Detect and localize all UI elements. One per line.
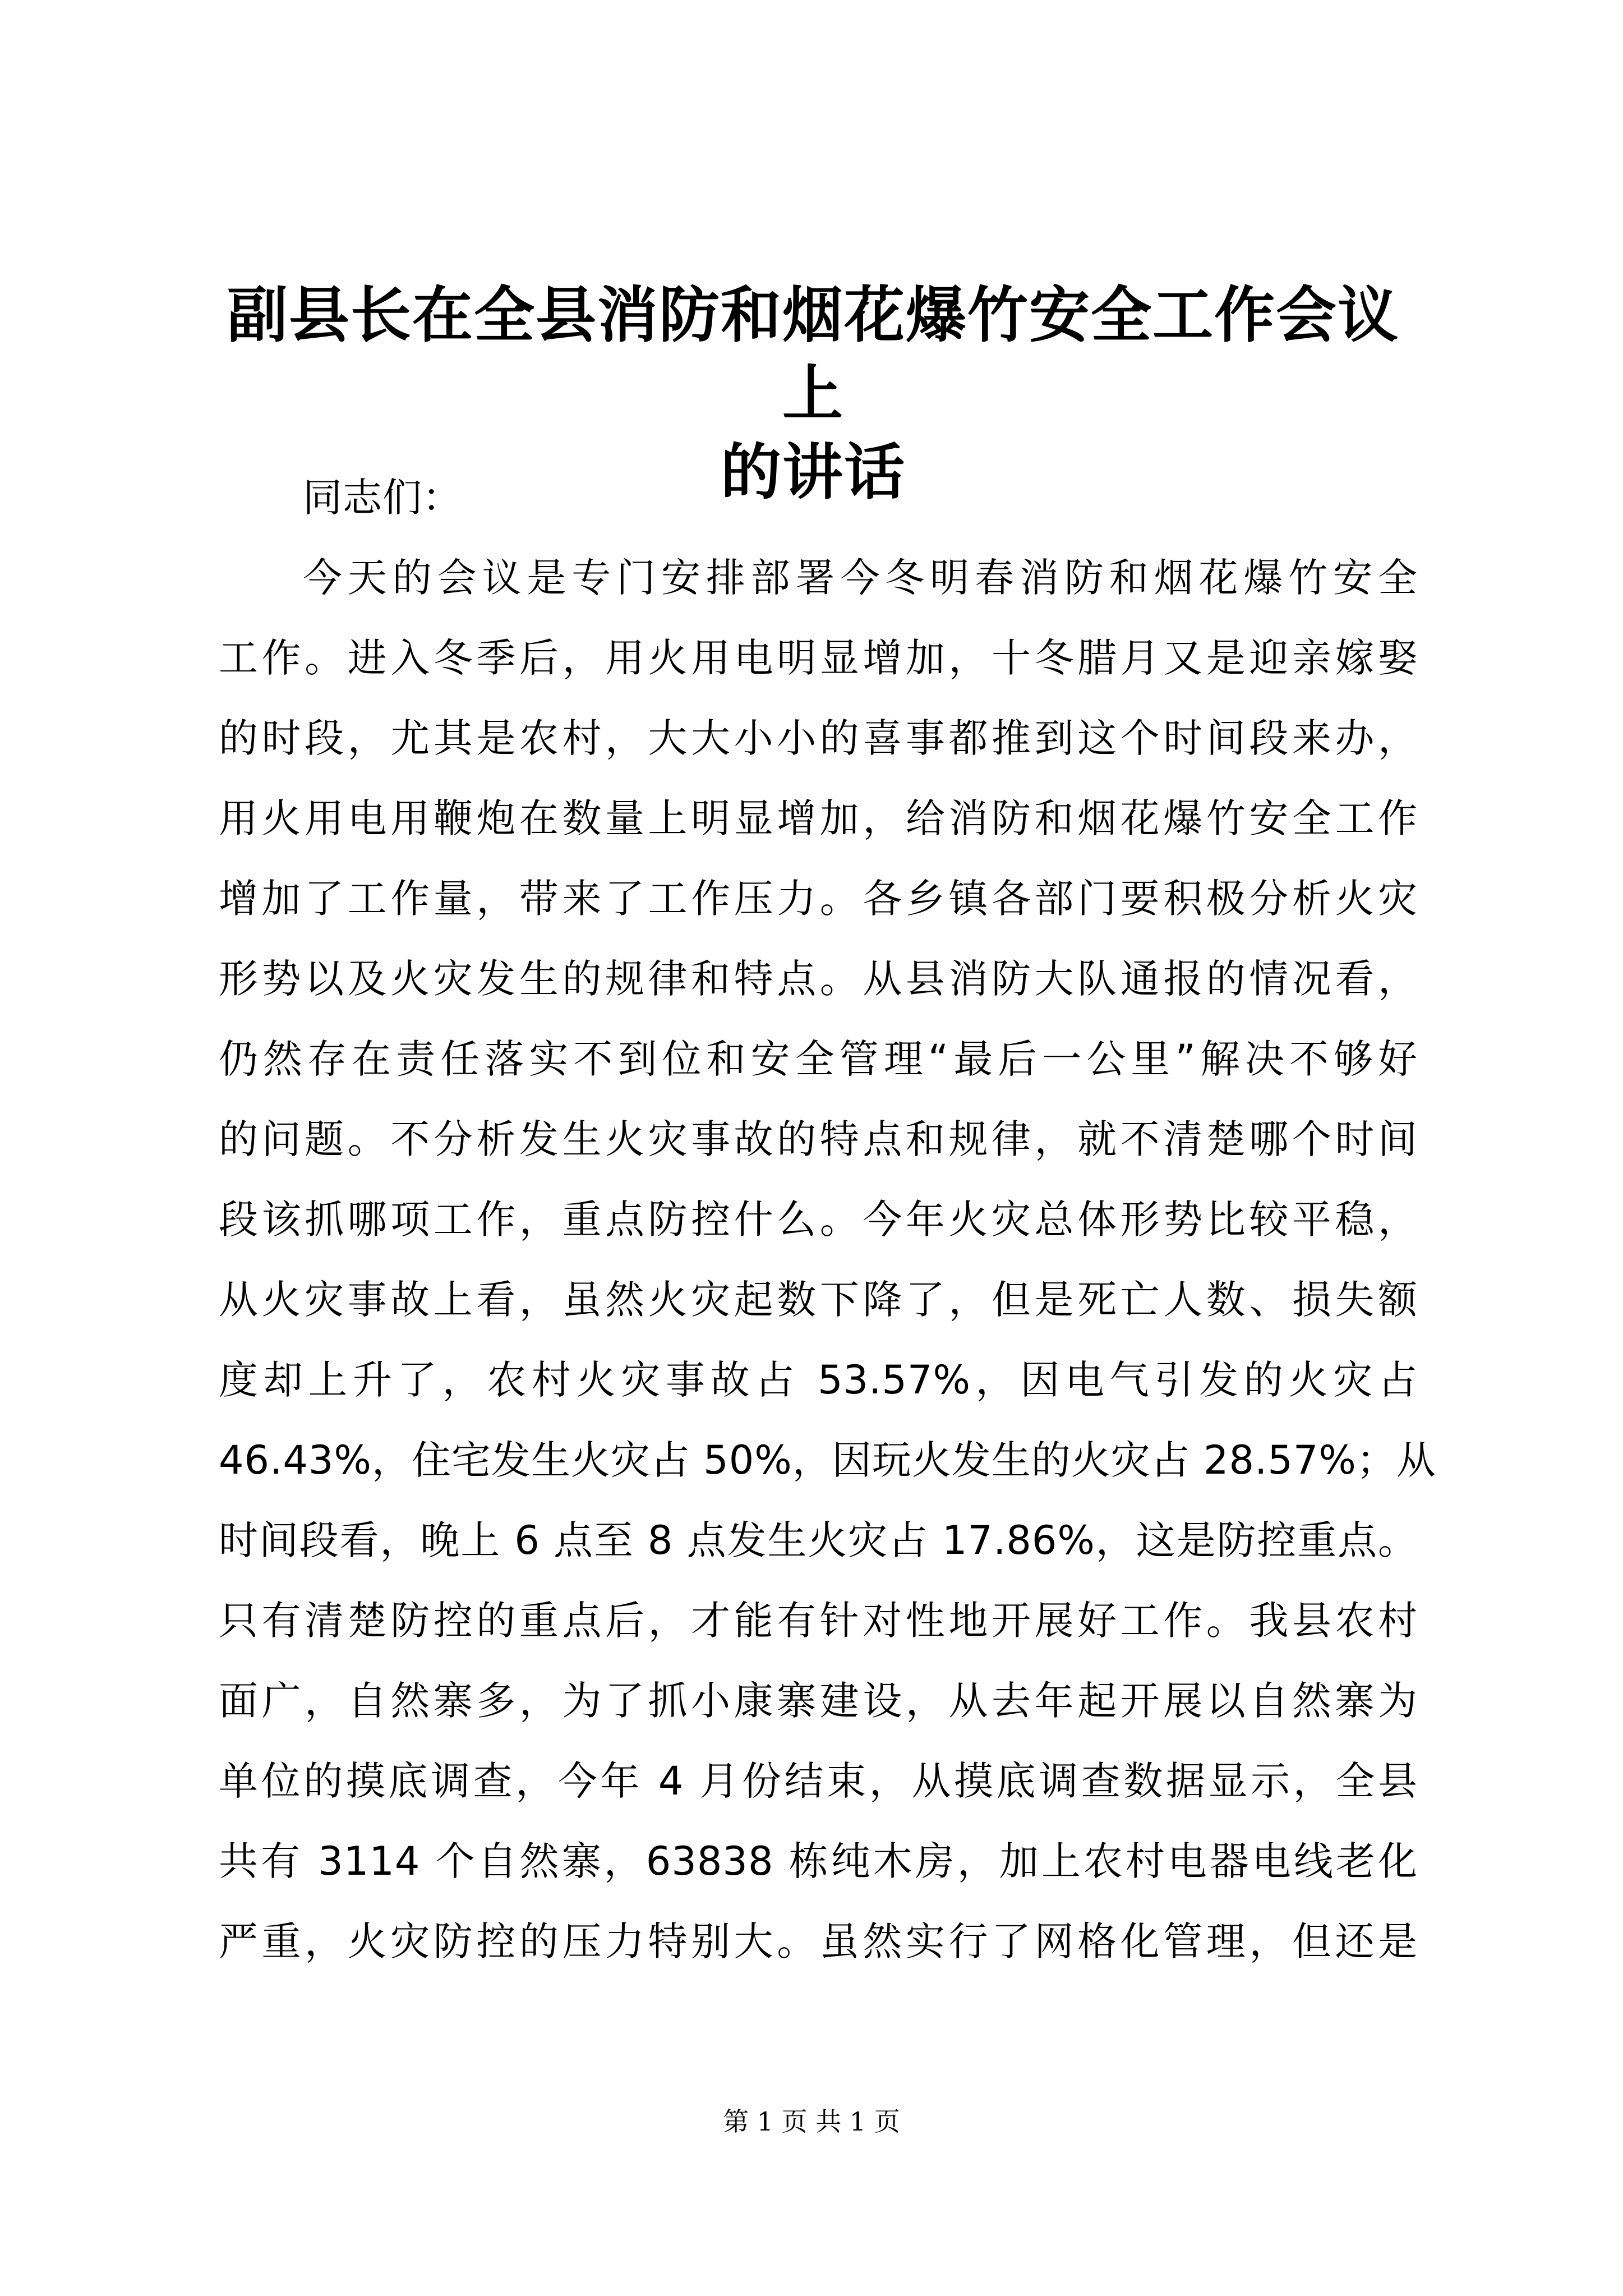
paragraph-line: 只有清楚防控的重点后，才能有针对性地开展好工作。我县农村 xyxy=(219,1598,1418,1644)
paragraph-line: 单位的摸底调查，今年 4 月份结束，从摸底调查数据显示，全县 xyxy=(219,1758,1418,1804)
paragraph-line: 共有 3114 个自然寨，63838 栋纯木房，加上农村电器电线老化 xyxy=(219,1838,1418,1884)
paragraph-line: 增加了工作量，带来了工作压力。各乡镇各部门要积极分析火灾 xyxy=(219,876,1418,922)
paragraph-line: 面广，自然寨多，为了抓小康寨建设，从去年起开展以自然寨为 xyxy=(219,1678,1418,1724)
paragraph-line: 的问题。不分析发生火灾事故的特点和规律，就不清楚哪个时间 xyxy=(219,1116,1418,1162)
paragraph-line: 仍然存在责任落实不到位和安全管理“最后一公里”解决不够好 xyxy=(219,1036,1418,1082)
paragraph-line: 今天的会议是专门安排部署今冬明春消防和烟花爆竹安全 xyxy=(303,555,1418,601)
page-footer: 第 1 页 共 1 页 xyxy=(723,2106,900,2137)
paragraph-line: 用火用电用鞭炮在数量上明显增加，给消防和烟花爆竹安全工作 xyxy=(219,795,1418,841)
document-body xyxy=(219,458,1436,1982)
paragraph-line: 时间段看，晚上 6 点至 8 点发生火灾占 17.86%，这是防控重点。 xyxy=(219,1517,1418,1563)
paragraph-line: 度却上升了，农村火灾事故占 53.57%，因电气引发的火灾占 xyxy=(219,1357,1418,1403)
paragraph-line: 形势以及火灾发生的规律和特点。从县消防大队通报的情况看， xyxy=(219,956,1418,1002)
title-line-1: 副县长在全县消防和烟花爆竹安全工作会议上 xyxy=(227,280,1399,430)
paragraph-line: 从火灾事故上看，虽然火灾起数下降了，但是死亡人数、损失额 xyxy=(219,1277,1418,1323)
title-line-2: 的讲话 xyxy=(720,437,906,508)
paragraph-line: 严重，火灾防控的压力特别大。虽然实行了网格化管理，但还是 xyxy=(219,1918,1418,1964)
greeting: 同志们： xyxy=(303,475,462,521)
paragraph-line: 工作。进入冬季后，用火用电明显增加，十冬腊月又是迎亲嫁娶 xyxy=(219,635,1418,681)
paragraph-line: 的时段，尤其是农村，大大小小的喜事都推到这个时间段来办， xyxy=(219,715,1418,761)
paragraph xyxy=(219,538,1436,1982)
paragraph-line: 46.43%，住宅发生火灾占 50%，因玩火发生的火灾占 28.57%；从 xyxy=(219,1437,1436,1483)
paragraph-line: 段该抓哪项工作，重点防控什么。今年火灾总体形势比较平稳， xyxy=(219,1197,1418,1243)
